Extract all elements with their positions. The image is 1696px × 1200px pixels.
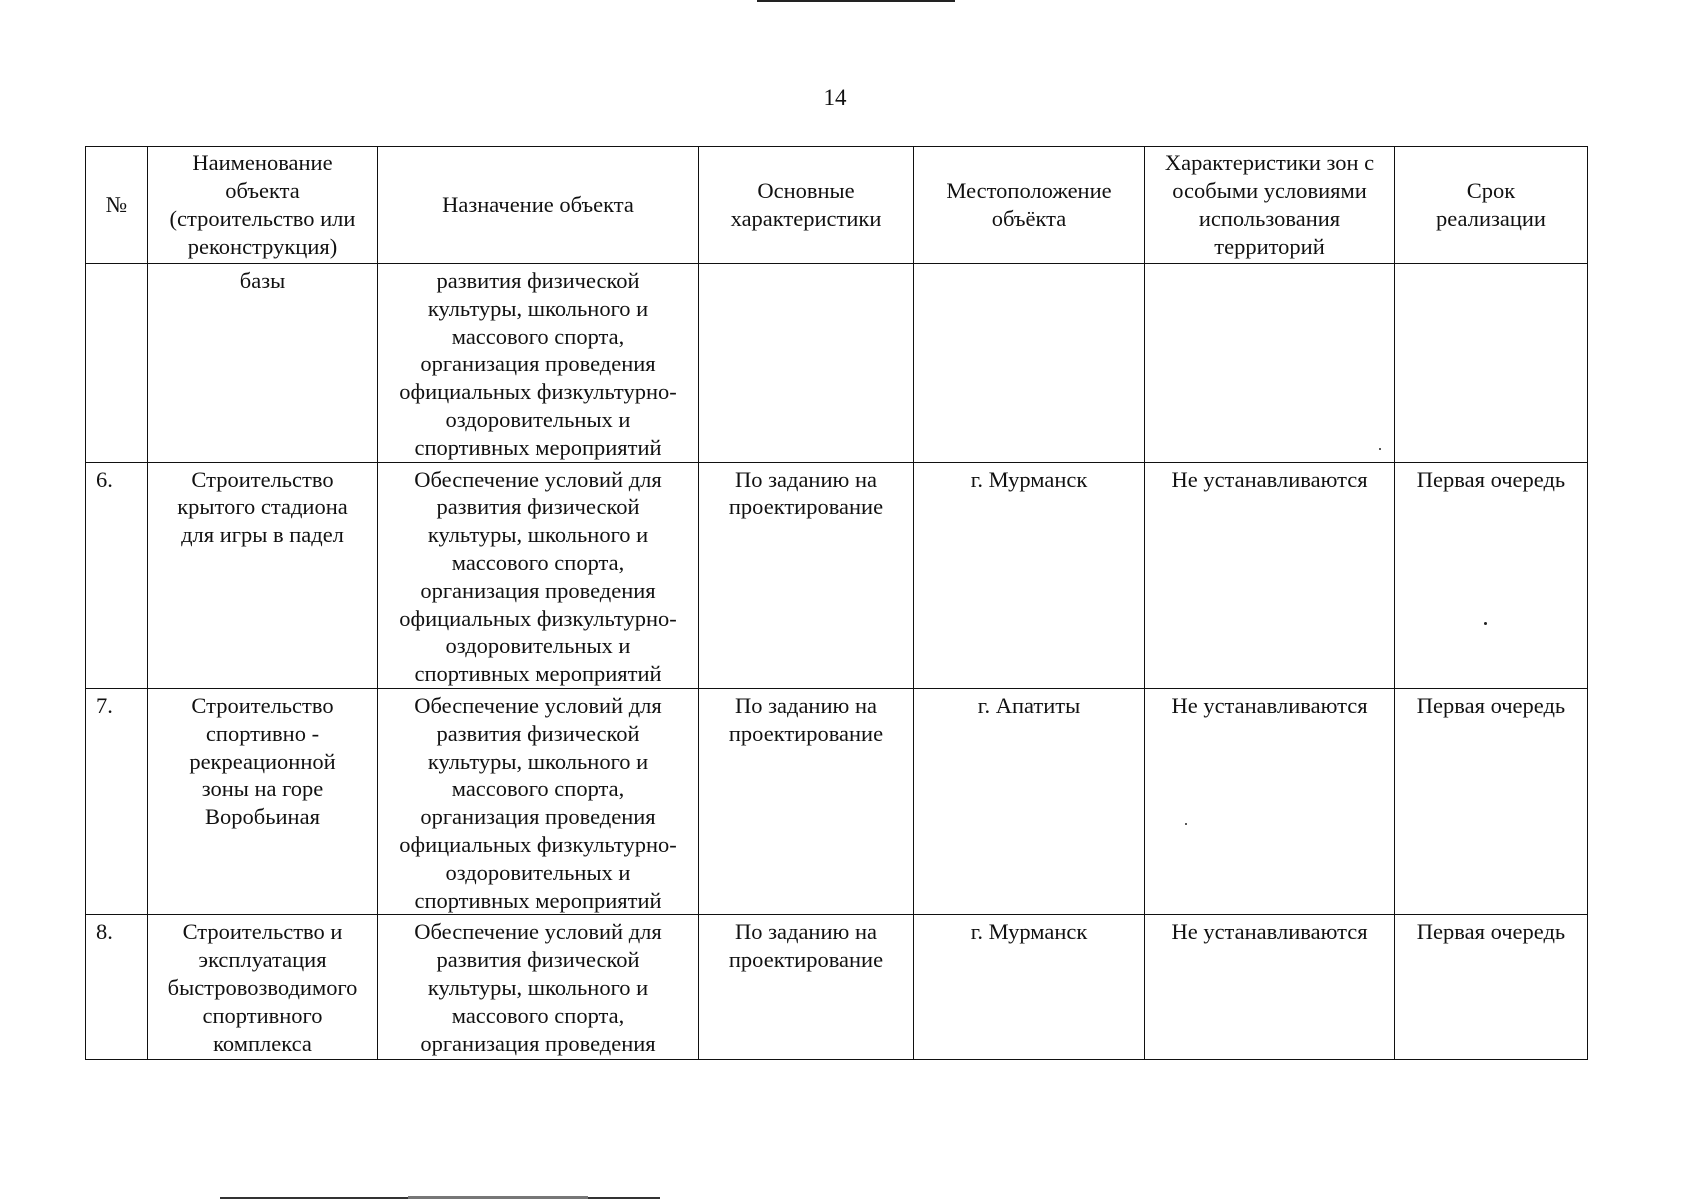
- cell-term: Первая очередь: [1395, 688, 1588, 914]
- cell-zones: Не устанавливаются: [1145, 915, 1395, 1060]
- header-number: №: [86, 147, 148, 264]
- cell-name: Строительство крытого стадиона для игры в падел: [148, 462, 378, 688]
- scan-speck: [1185, 823, 1187, 825]
- table-row: [86, 462, 1588, 688]
- header-location: Местоположение объёкта: [914, 147, 1145, 264]
- table-header-row: [86, 147, 1588, 264]
- cell-term: [1395, 264, 1588, 463]
- cell-location: г. Мурманск: [914, 462, 1145, 688]
- cell-purpose: развития физической культуры, школьного и массового спорта, организация проведения официальных физкультурно- оздоровительных и спортивных мероприятий: [378, 264, 699, 463]
- cell-purpose: Обеспечение условий для развития физической культуры, школьного и массового спорта, организация проведения официальных физкультурно- оздоровительных и спортивных мероприятий: [378, 462, 699, 688]
- cell-location: г. Апатиты: [914, 688, 1145, 914]
- cell-characteristics: По заданию на проектирование: [699, 462, 914, 688]
- cell-name: базы: [148, 264, 378, 463]
- cell-location: [914, 264, 1145, 463]
- cell-characteristics: По заданию на проектирование: [699, 915, 914, 1060]
- page-number: 14: [823, 85, 847, 110]
- scan-speck: [1484, 622, 1487, 625]
- cell-name: Строительство и эксплуатация быстровозводимого спортивного комплекса: [148, 915, 378, 1060]
- scan-speck: [1379, 448, 1381, 450]
- header-term: Срок реализации: [1395, 147, 1588, 264]
- cell-number: 7.: [86, 688, 148, 914]
- header-purpose: Назначение объекта: [378, 147, 699, 264]
- header-name: Наименование объекта (строительство или реконструкция): [148, 147, 378, 264]
- cell-purpose: Обеспечение условий для развития физической культуры, школьного и массового спорта, организация проведения официальных физкультурно- оздоровительных и спортивных мероприятий: [378, 688, 699, 914]
- header-zones: Характеристики зон с особыми условиями использования территорий: [1145, 147, 1395, 264]
- cell-number: [86, 264, 148, 463]
- cell-number: 8.: [86, 915, 148, 1060]
- cell-zones: [1145, 264, 1395, 463]
- objects-table: [85, 146, 1588, 1060]
- cell-term: Первая очередь: [1395, 915, 1588, 1060]
- cell-location: г. Мурманск: [914, 915, 1145, 1060]
- cell-number: 6.: [86, 462, 148, 688]
- table-row: [86, 688, 1588, 914]
- cell-characteristics: По заданию на проектирование: [699, 688, 914, 914]
- top-rule: [757, 0, 955, 2]
- table-row: [86, 264, 1588, 463]
- table-row: [86, 915, 1588, 1060]
- cell-name: Строительство спортивно - рекреационной зоны на горе Воробьиная: [148, 688, 378, 914]
- bottom-rule-shadow: [408, 1196, 588, 1199]
- cell-zones: Не устанавливаются: [1145, 688, 1395, 914]
- header-characteristics: Основные характеристики: [699, 147, 914, 264]
- cell-purpose: Обеспечение условий для развития физической культуры, школьного и массового спорта, организация проведения: [378, 915, 699, 1060]
- cell-term: Первая очередь: [1395, 462, 1588, 688]
- cell-zones: Не устанавливаются: [1145, 462, 1395, 688]
- cell-characteristics: [699, 264, 914, 463]
